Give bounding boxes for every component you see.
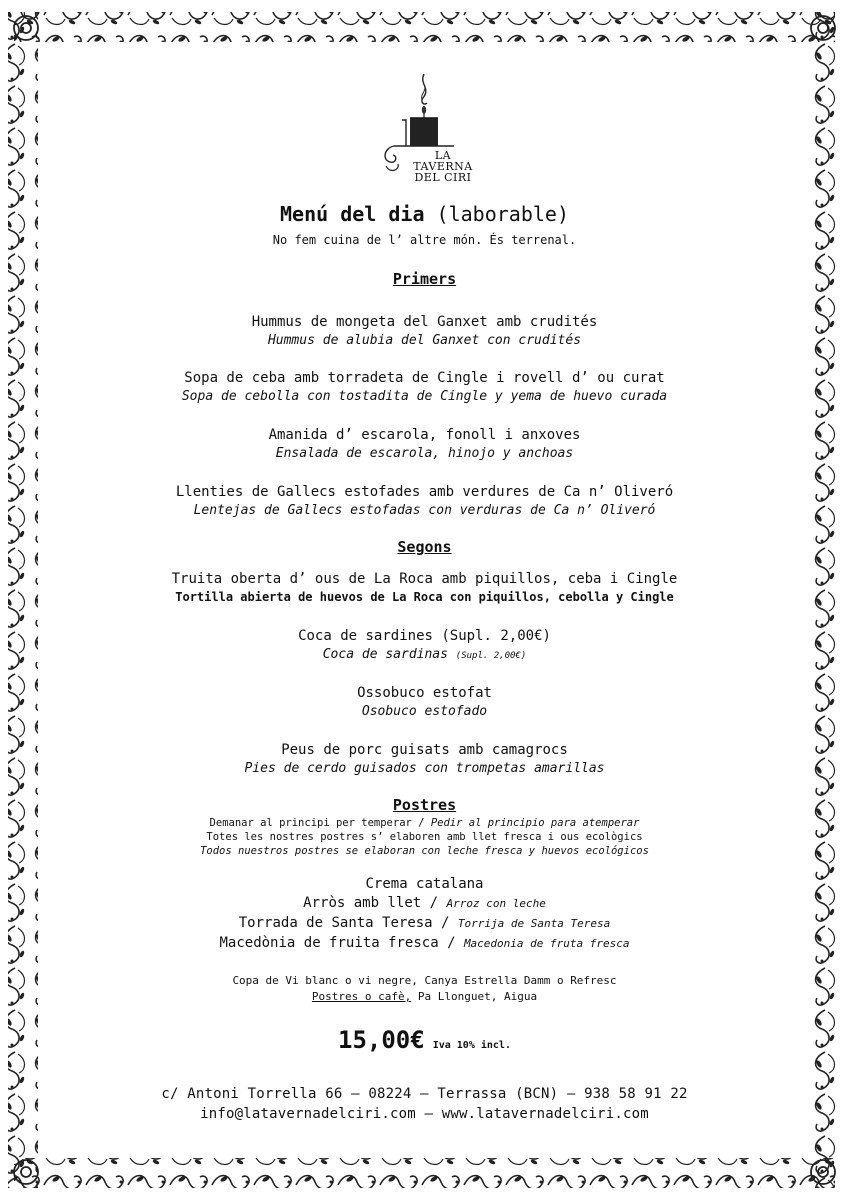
includes-extras: Postres o cafè, Pa Llonguet, Aigua — [311, 990, 538, 1003]
section-heading-segons: Segons — [397, 538, 452, 556]
dessert-4: Macedònia de fruita fresca / Macedonia de fruta fresca — [219, 935, 630, 951]
dish-segon-2-es: Coca de sardinas (Supl. 2,00€) — [322, 647, 527, 662]
postres-note-temper: Demanar al principi per temperar / Pedir al principio para atemperar — [209, 817, 640, 829]
section-heading-primers: Primers — [392, 270, 457, 288]
dish-primer-3: Amanida d’ escarola, fonoll i anxoves — [268, 427, 581, 443]
dish-segon-2: Coca de sardines (Supl. 2,00€) — [298, 628, 551, 644]
dish-segon-3-es: Osobuco estofado — [361, 704, 488, 719]
dish-primer-1: Hummus de mongeta del Ganxet amb crudités — [251, 314, 598, 330]
dish-segon-4-es: Pies de cerdo guisados con trompetas amarillas — [244, 761, 605, 776]
menu-subtitle: No fem cuina de l’ altre món. És terrenal. — [272, 233, 577, 247]
postres-note-es: Todos nuestros postres se elaboran con leche fresca y huevos ecológicos — [200, 845, 649, 857]
dish-segon-4: Peus de porc guisats amb camagrocs — [281, 742, 568, 758]
dessert-2: Arròs amb llet / Arroz con leche — [303, 895, 546, 911]
dessert-1: Crema catalana — [365, 876, 484, 892]
postres-note-ca: Totes les nostres postres s’ elaboren amb llet fresca i ous ecològics — [206, 831, 643, 843]
footer-contact: info@latavernadelciri.com – www.latavernadelciri.com — [200, 1106, 649, 1122]
supplement-note: (Supl. 2,00€) — [455, 651, 527, 661]
dish-segon-1: Truita oberta d’ ous de La Roca amb piquillos, ceba i Cingle — [171, 571, 678, 587]
dish-segon-1-es: Tortilla abierta de huevos de La Roca con piquillos, cebolla y Cingle — [175, 590, 674, 604]
tax-note: Iva 10% incl. — [432, 1040, 511, 1051]
dessert-3: Torrada de Santa Teresa / Torrija de Santa Teresa — [238, 915, 611, 931]
dish-primer-2-es: Sopa de cebolla con tostadita de Cingle y yema de huevo curada — [181, 389, 668, 404]
dish-primer-2: Sopa de ceba amb torradeta de Cingle i rovell d’ ou curat — [184, 370, 665, 386]
includes-drinks: Copa de Vi blanc o vi negre, Canya Estrella Damm o Refresc — [232, 974, 617, 987]
dish-primer-1-es: Hummus de alubia del Ganxet con crudités — [267, 333, 582, 348]
menu-price: 15,00€ Iva 10% incl. — [338, 1026, 511, 1054]
footer-address: c/ Antoni Torrella 66 – 08224 – Terrassa (BCN) – 938 58 91 22 — [161, 1086, 688, 1102]
logo-wordmark: LA TAVERNA DEL CIRI — [413, 149, 473, 184]
dish-primer-4: Llenties de Gallecs estofades amb verdures de Ca n’ Oliveró — [175, 484, 674, 500]
dish-primer-4-es: Lentejas de Gallecs estofadas con verduras de Ca n’ Oliveró — [193, 503, 656, 518]
dish-primer-3-es: Ensalada de escarola, hinojo y anchoas — [275, 446, 574, 461]
menu-title: Menú del dia (laborable) — [280, 202, 569, 226]
section-heading-postres: Postres — [392, 796, 457, 814]
dish-segon-3: Ossobuco estofat — [357, 685, 492, 701]
